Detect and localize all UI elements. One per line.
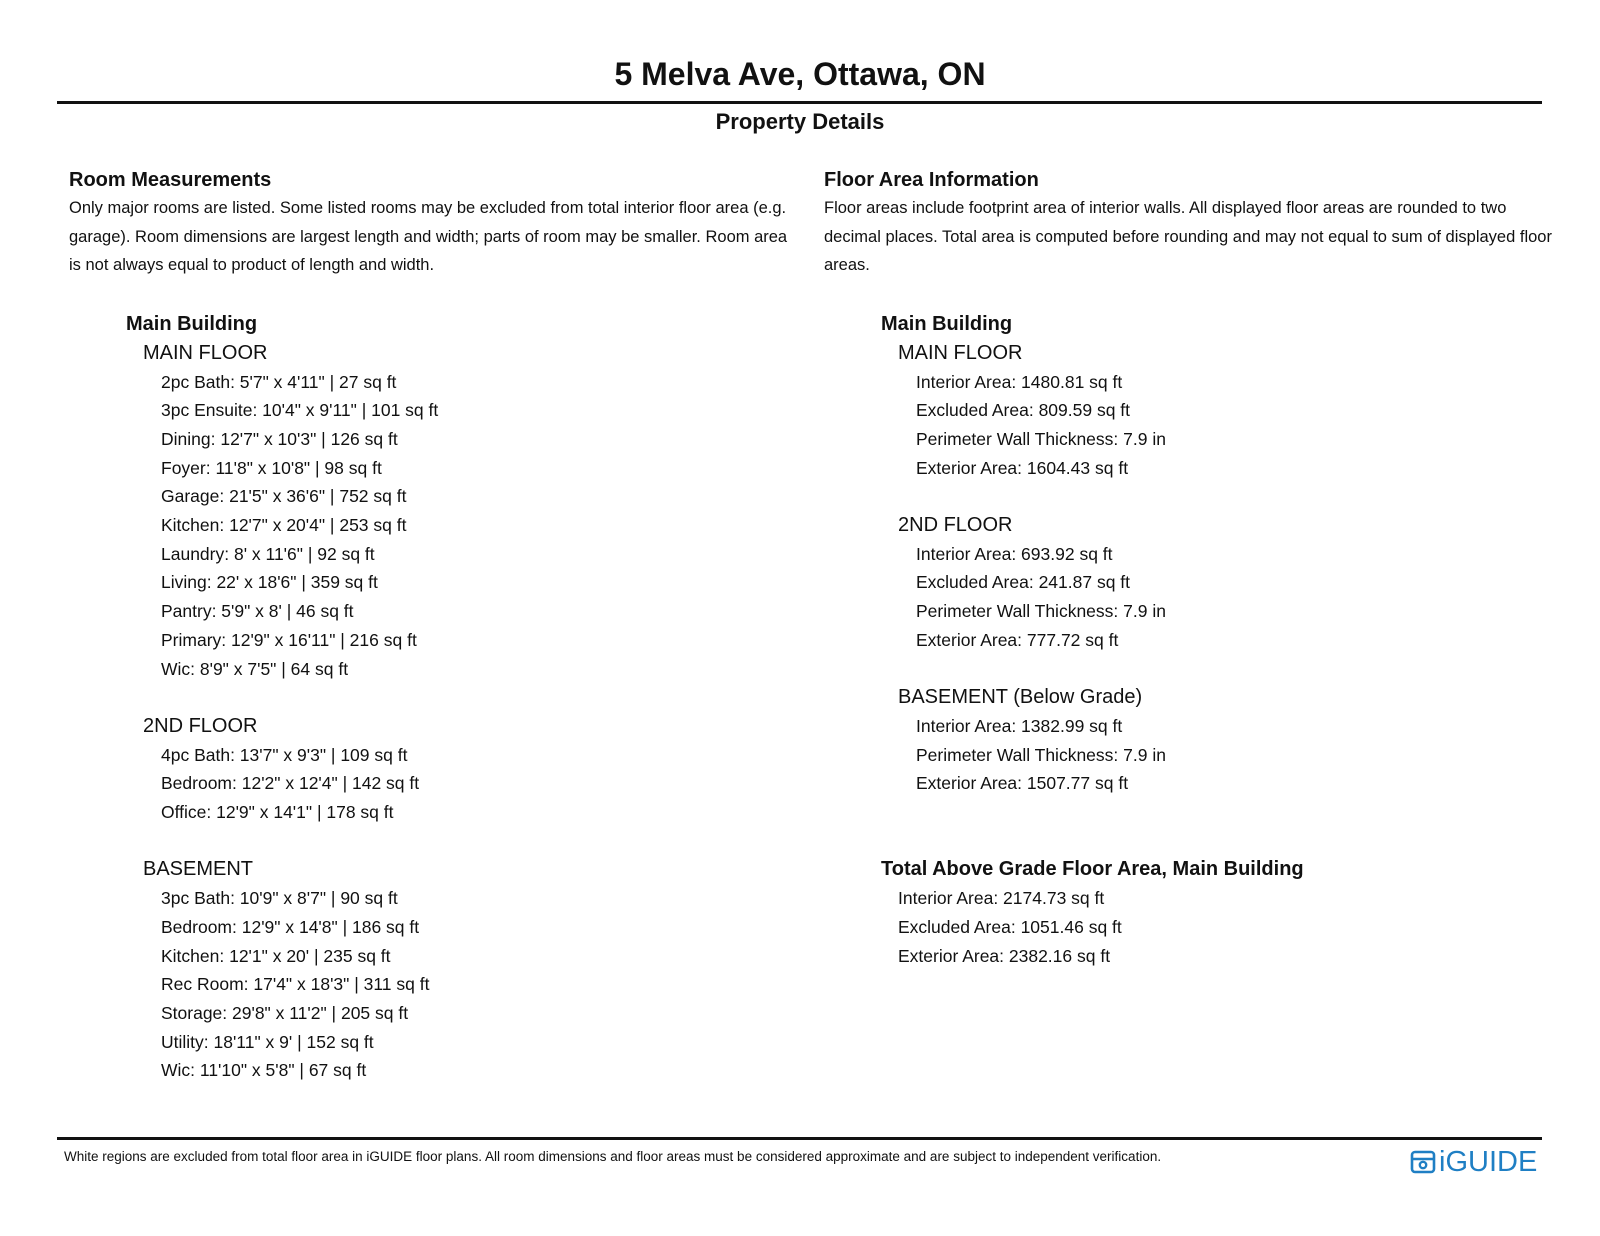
footer-divider	[57, 1137, 1542, 1140]
total-area-item: Interior Area: 2174.73 sq ft	[898, 888, 1105, 909]
room-item: Storage: 29'8" x 11'2" | 205 sq ft	[161, 1002, 409, 1023]
floor-heading: 2ND FLOOR	[143, 714, 258, 737]
room-measurements-heading: Room Measurements	[69, 169, 272, 191]
iguide-logo-icon	[1410, 1149, 1436, 1175]
room-measurements-note: Only major rooms are listed. Some listed rooms may be excluded from total interior floor area (e.g. garage). Room dimensions are largest length and width; parts of room may be smaller. Room area is not always equal to product of length and width.	[69, 199, 788, 275]
total-area-item: Excluded Area: 1051.46 sq ft	[898, 916, 1122, 937]
room-item: Dining: 12'7" x 10'3" | 126 sq ft	[161, 428, 398, 449]
area-item: Perimeter Wall Thickness: 7.9 in	[916, 601, 1166, 622]
room-item: Garage: 21'5" x 36'6" | 752 sq ft	[161, 486, 407, 507]
room-building-heading: Main Building	[126, 313, 258, 336]
area-item: Excluded Area: 241.87 sq ft	[916, 572, 1131, 593]
area-building-heading: Main Building	[881, 313, 1013, 336]
iguide-logo-text: iGUIDE	[1439, 1146, 1538, 1178]
page-title: 5 Melva Ave, Ottawa, ON	[614, 56, 986, 92]
room-item: Laundry: 8' x 11'6" | 92 sq ft	[161, 543, 375, 564]
room-item: Foyer: 11'8" x 10'8" | 98 sq ft	[161, 457, 382, 478]
area-item: Interior Area: 1382.99 sq ft	[916, 715, 1123, 736]
room-item: Office: 12'9" x 14'1" | 178 sq ft	[161, 802, 394, 823]
room-item: Kitchen: 12'1" x 20' | 235 sq ft	[161, 945, 391, 966]
area-item: Interior Area: 693.92 sq ft	[916, 543, 1113, 564]
room-measurements-section	[69, 166, 789, 1085]
room-item: Pantry: 5'9" x 8' | 46 sq ft	[161, 601, 354, 622]
room-item: Wic: 11'10" x 5'8" | 67 sq ft	[161, 1060, 367, 1081]
page-subtitle: Property Details	[715, 109, 885, 134]
area-item: Perimeter Wall Thickness: 7.9 in	[916, 428, 1166, 449]
room-item: 3pc Ensuite: 10'4" x 9'11" | 101 sq ft	[161, 400, 439, 421]
floor-area-note: Floor areas include footprint area of interior walls. All displayed floor areas are rounded to two decimal places. Total area is computed before rounding and may not equal to sum of displayed floor areas.	[824, 199, 1552, 275]
area-item: Perimeter Wall Thickness: 7.9 in	[916, 744, 1166, 765]
room-item: Primary: 12'9" x 16'11" | 216 sq ft	[161, 629, 417, 650]
header-divider	[57, 101, 1542, 104]
room-item: 3pc Bath: 10'9" x 8'7" | 90 sq ft	[161, 888, 398, 909]
room-item: Living: 22' x 18'6" | 359 sq ft	[161, 572, 378, 593]
room-item: Bedroom: 12'9" x 14'8" | 186 sq ft	[161, 916, 420, 937]
floor-area-heading: Floor Area Information	[824, 169, 1039, 191]
room-item: 4pc Bath: 13'7" x 9'3" | 109 sq ft	[161, 744, 408, 765]
area-item: Exterior Area: 777.72 sq ft	[916, 629, 1119, 650]
floor-area-section	[824, 166, 1554, 970]
room-item: 2pc Bath: 5'7" x 4'11" | 27 sq ft	[161, 371, 397, 392]
room-item: Kitchen: 12'7" x 20'4" | 253 sq ft	[161, 515, 407, 536]
floor-heading: MAIN FLOOR	[143, 341, 268, 364]
floor-heading: 2ND FLOOR	[898, 514, 1013, 537]
total-area-item: Exterior Area: 2382.16 sq ft	[898, 945, 1111, 966]
room-item: Wic: 8'9" x 7'5" | 64 sq ft	[161, 658, 349, 679]
room-item: Bedroom: 12'2" x 12'4" | 142 sq ft	[161, 773, 420, 794]
area-item: Exterior Area: 1604.43 sq ft	[916, 457, 1129, 478]
floor-heading: BASEMENT	[143, 858, 254, 881]
room-item: Rec Room: 17'4" x 18'3" | 311 sq ft	[161, 974, 430, 995]
total-area-heading: Total Above Grade Floor Area, Main Building	[881, 858, 1304, 881]
room-item: Utility: 18'11" x 9' | 152 sq ft	[161, 1031, 374, 1052]
iguide-logo	[1410, 1146, 1537, 1178]
area-item: Interior Area: 1480.81 sq ft	[916, 371, 1123, 392]
footer-disclaimer: White regions are excluded from total floor area in iGUIDE floor plans. All room dimensions and floor areas must be considered approximate and are subject to independent verification.	[64, 1149, 1162, 1164]
floor-heading: MAIN FLOOR	[898, 341, 1023, 364]
area-item: Excluded Area: 809.59 sq ft	[916, 400, 1131, 421]
area-item: Exterior Area: 1507.77 sq ft	[916, 773, 1129, 794]
floor-heading: BASEMENT (Below Grade)	[898, 686, 1143, 709]
